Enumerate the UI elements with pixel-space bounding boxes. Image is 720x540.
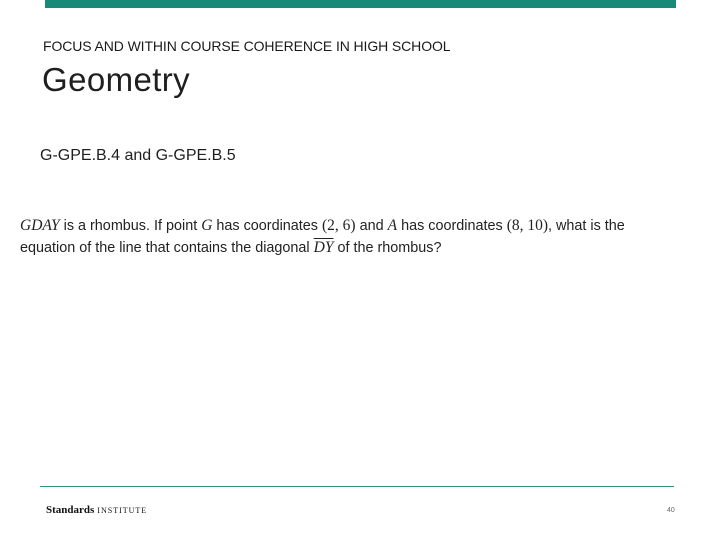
- point-g-coords: (2, 6): [322, 217, 356, 234]
- point-g: G: [201, 217, 213, 234]
- problem-text-e: , what is the: [548, 218, 625, 234]
- rhombus-name: GDAY: [20, 217, 60, 234]
- section-kicker: FOCUS AND WITHIN COURSE COHERENCE IN HIGH SCHOOL: [43, 38, 451, 54]
- problem-text-b: has coordinates: [212, 218, 323, 234]
- page-title: Geometry: [42, 61, 191, 98]
- problem-text-g: of the rhombus?: [333, 240, 442, 256]
- page-number: 40: [667, 507, 675, 514]
- top-accent-bar: [45, 0, 676, 8]
- diagonal-dy: $\overline{DY}$: [313, 239, 334, 256]
- problem-text-f: equation of the line that contains the diagonal: [20, 240, 314, 256]
- point-a: A: [387, 217, 398, 234]
- problem-line-2: [20, 237, 710, 259]
- problem-statement: [20, 215, 710, 259]
- logo-light-text: INSTITUTE: [94, 506, 148, 515]
- problem-text-d: has coordinates: [397, 218, 507, 234]
- point-a-coords: (8, 10): [506, 217, 549, 234]
- standards-institute-logo: [46, 504, 147, 516]
- footer-divider: [40, 486, 674, 487]
- problem-text-c: and: [355, 218, 388, 234]
- standards-code: G-GPE.B.4 and G-GPE.B.5: [40, 147, 236, 164]
- problem-text-a: is a rhombus. If point: [59, 218, 202, 234]
- problem-line-1: [20, 215, 710, 237]
- logo-bold-text: Standards: [46, 504, 95, 516]
